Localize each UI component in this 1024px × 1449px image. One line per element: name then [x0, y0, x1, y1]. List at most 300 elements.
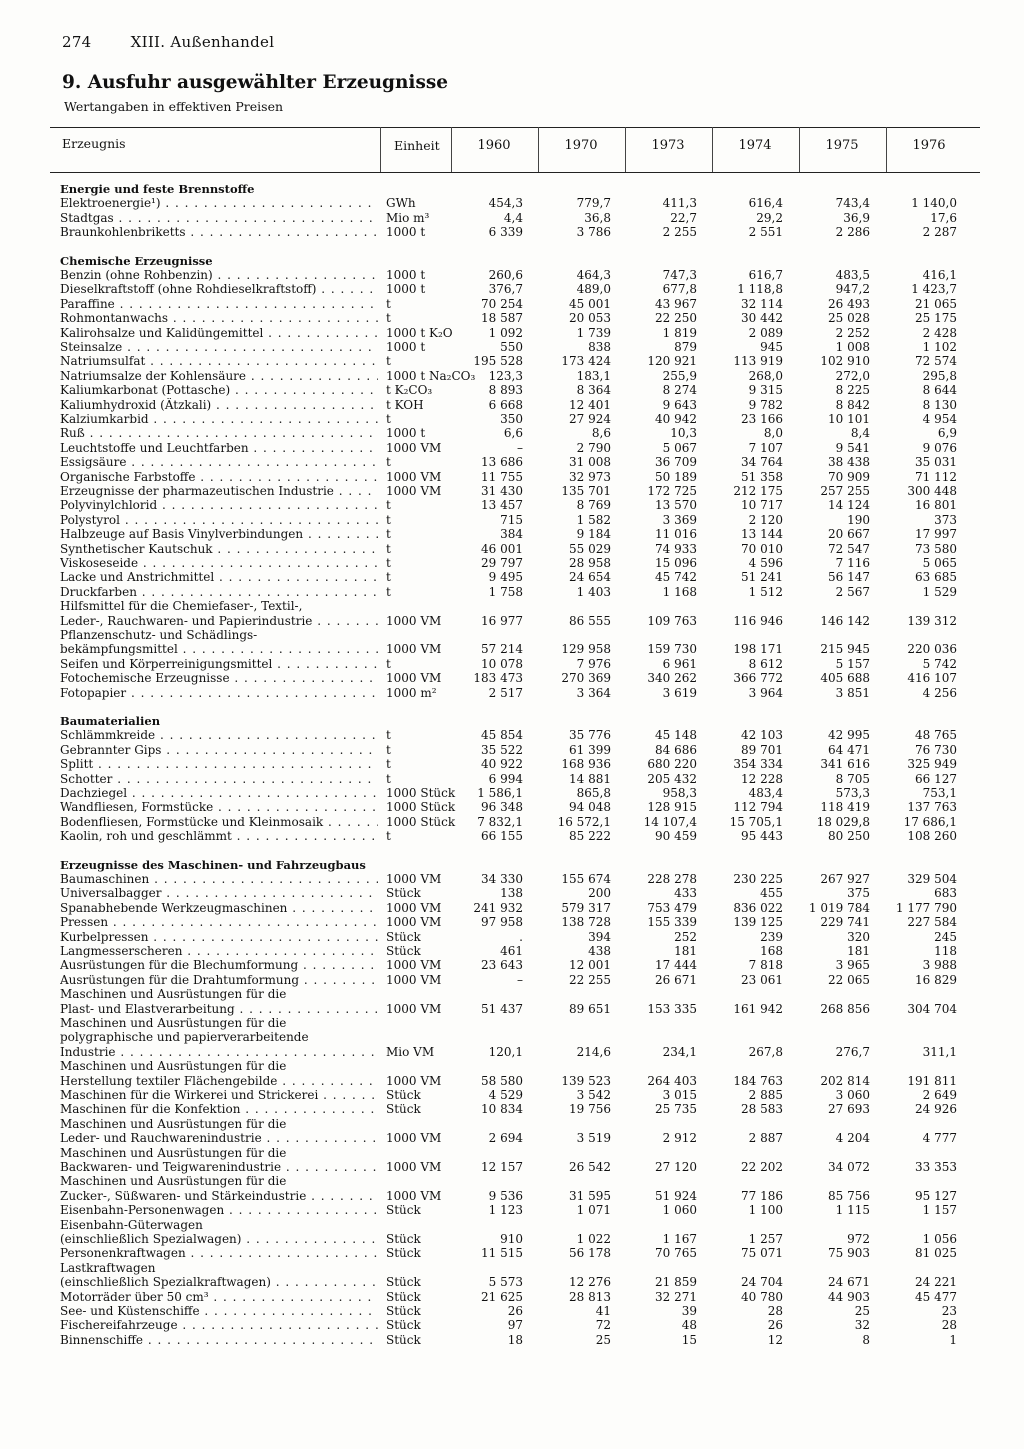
value-cell-1970: 56 178: [569, 1246, 611, 1261]
value-cell-1973: 677,8: [662, 282, 697, 297]
value-cell-1976: 81 025: [915, 1246, 957, 1261]
value-cell-1976: 24 221: [915, 1275, 957, 1290]
product-name: Leuchtstoffe und Leuchtfarben . . .: [60, 441, 378, 455]
value-cell-1974: 139 125: [733, 915, 783, 930]
value-cell-1960: 10 078: [481, 656, 523, 671]
unit-cell: 1000 t: [386, 225, 426, 240]
table-row: [0, 686, 1024, 700]
value-cell-1960: 9 495: [488, 570, 523, 585]
table-row: [0, 1333, 1024, 1347]
value-cell-1974: 2 885: [748, 1088, 783, 1102]
value-cell-1960: 26: [507, 1304, 523, 1318]
table-row: [0, 987, 1024, 1001]
value-cell-1974: 1 118,8: [737, 282, 783, 297]
unit-cell: t: [386, 455, 391, 470]
column-divider: [538, 127, 539, 173]
unit-cell: 1000 VM: [386, 642, 442, 657]
table-row: [0, 642, 1024, 656]
table-row: [0, 829, 1024, 843]
value-cell-1973: 8 274: [662, 383, 697, 398]
unit-cell: 1000 t Na₂CO₃: [386, 368, 476, 383]
value-cell-1975: 1 008: [835, 340, 870, 354]
product-name: Maschinen für die Konfektion . . .: [60, 1102, 378, 1116]
value-cell-1976: 4 777: [922, 1131, 957, 1146]
table-row: [0, 944, 1024, 958]
value-cell-1975: 24 671: [828, 1275, 870, 1290]
value-cell-1976: 17,6: [930, 210, 957, 225]
unit-cell: 1000 VM: [386, 958, 442, 973]
value-cell-1960: 18 587: [481, 311, 523, 326]
product-name: Maschinen und Ausrüstungen für die: [60, 1059, 287, 1074]
value-cell-1976: 245: [934, 929, 957, 944]
value-cell-1974: 30 442: [741, 311, 783, 326]
value-cell-1975: 38 438: [828, 455, 870, 470]
value-cell-1960: 11 755: [481, 469, 523, 484]
value-cell-1975: 4 204: [835, 1131, 870, 1146]
value-cell-1975: 3 060: [835, 1088, 870, 1102]
product-name: Leder-, Rauchwaren- und Papierindustrie . . .: [60, 614, 378, 628]
product-name: Steinsalze . . .: [60, 340, 378, 354]
value-cell-1960: 2 694: [488, 1131, 523, 1146]
value-cell-1960: 51 437: [481, 1001, 523, 1016]
value-cell-1974: 10 717: [741, 498, 783, 513]
value-cell-1976: 1 056: [922, 1232, 957, 1246]
running-header: [62, 33, 274, 51]
section-title: Chemische Erzeugnisse: [60, 253, 213, 268]
value-cell-1976: 28: [941, 1318, 957, 1333]
value-cell-1975: 64 471: [828, 742, 870, 757]
table-row: [0, 800, 1024, 814]
product-name: Rohmontanwachs . . .: [60, 311, 378, 325]
value-cell-1960: 6 994: [488, 771, 523, 786]
value-cell-1973: 159 730: [647, 642, 697, 657]
product-name: Ruß . . .: [60, 426, 378, 440]
unit-cell: 1000 Stück: [386, 814, 456, 829]
product-name: Viskoseseide . . .: [60, 556, 378, 570]
unit-cell: 1000 t: [386, 426, 426, 441]
value-cell-1973: 1 819: [662, 325, 697, 340]
product-name: Fischereifahrzeuge . . .: [60, 1318, 378, 1332]
product-name: (einschließlich Spezialwagen) . . .: [60, 1232, 378, 1246]
value-cell-1976: 2 287: [922, 225, 957, 240]
table-row: [0, 398, 1024, 412]
table-row: [0, 1016, 1024, 1030]
value-cell-1970: 61 399: [569, 742, 611, 757]
unit-cell: Stück: [386, 1102, 421, 1117]
product-name: Ausrüstungen für die Blechumformung . . .: [60, 958, 378, 972]
unit-cell: t: [386, 656, 391, 671]
unit-cell: Mio VM: [386, 1044, 435, 1059]
value-cell-1960: 2 517: [488, 685, 523, 700]
value-cell-1960: 376,7: [488, 282, 523, 297]
table-row: [0, 1218, 1024, 1232]
table-row: [0, 426, 1024, 440]
product-name: Schotter . . .: [60, 772, 378, 786]
table-row: [0, 1131, 1024, 1145]
value-cell-1975: 3 965: [835, 958, 870, 973]
value-cell-1975: 215 945: [820, 642, 870, 657]
value-cell-1974: 2 089: [748, 325, 783, 340]
value-cell-1975: 25: [854, 1304, 870, 1318]
product-name: Ausrüstungen für die Drahtumformung . . .: [60, 973, 378, 987]
table-row: [0, 786, 1024, 800]
table-row: [0, 282, 1024, 296]
value-cell-1970: 129 958: [561, 642, 611, 657]
value-cell-1976: 1 157: [922, 1203, 957, 1218]
table-row: [0, 268, 1024, 282]
column-divider: [625, 127, 626, 173]
value-cell-1974: 8 612: [748, 656, 783, 671]
product-name: Lastkraftwagen: [60, 1260, 156, 1275]
value-cell-1970: 3 542: [576, 1088, 611, 1102]
value-cell-1970: 155 674: [561, 872, 611, 886]
value-cell-1960: 6 339: [488, 225, 523, 240]
table-row: [0, 1002, 1024, 1016]
table-row: [0, 1174, 1024, 1188]
value-cell-1973: 15: [681, 1332, 697, 1347]
product-name: Plast- und Elastverarbeitung . . .: [60, 1002, 378, 1016]
value-cell-1973: 153 335: [647, 1001, 697, 1016]
product-name: Kalziumkarbid . . .: [60, 412, 378, 426]
value-cell-1973: 433: [674, 886, 697, 901]
value-cell-1973: 22 250: [655, 311, 697, 326]
value-cell-1960: 241 932: [473, 900, 523, 915]
value-cell-1973: 1 167: [662, 1232, 697, 1246]
unit-cell: 1000 VM: [386, 1073, 442, 1088]
value-cell-1974: 24 704: [741, 1275, 783, 1290]
value-cell-1970: 168 936: [561, 757, 611, 772]
value-cell-1960: 1 123: [488, 1203, 523, 1218]
value-cell-1976: 8 644: [922, 383, 957, 398]
value-cell-1973: 340 262: [647, 671, 697, 686]
value-cell-1973: 1 168: [662, 584, 697, 599]
product-name: Braunkohlenbriketts . . .: [60, 225, 378, 239]
table-row: [0, 1045, 1024, 1059]
table-row: [0, 1232, 1024, 1246]
value-cell-1974: 267,8: [748, 1044, 783, 1059]
value-cell-1976: 5 742: [922, 656, 957, 671]
table-row: [0, 599, 1024, 613]
value-cell-1976: 325 949: [907, 757, 957, 772]
table-row: [0, 369, 1024, 383]
value-cell-1960: 46 001: [481, 541, 523, 556]
value-cell-1974: 112 794: [733, 800, 783, 815]
value-cell-1976: 137 763: [907, 800, 957, 815]
value-cell-1970: 9 184: [576, 527, 611, 542]
value-cell-1970: 1 403: [576, 584, 611, 599]
value-cell-1973: 6 961: [662, 656, 697, 671]
value-cell-1974: 2 120: [748, 512, 783, 527]
product-name: Bodenfliesen, Formstücke und Kleinmosaik . . .: [60, 815, 378, 829]
value-cell-1960: 66 155: [481, 829, 523, 844]
value-cell-1976: 1 177 790: [895, 900, 957, 915]
value-cell-1974: 184 763: [733, 1073, 783, 1088]
column-header-rule: [50, 172, 980, 173]
value-cell-1973: 753 479: [647, 900, 697, 915]
value-cell-1976: 3 988: [922, 958, 957, 973]
value-cell-1973: 26 671: [655, 972, 697, 987]
value-cell-1973: 90 459: [655, 829, 697, 844]
value-cell-1970: 394: [588, 929, 611, 944]
value-cell-1975: 483,5: [835, 268, 870, 282]
value-cell-1960: 16 977: [481, 613, 523, 628]
value-cell-1974: 4 596: [748, 556, 783, 570]
table-row: [0, 930, 1024, 944]
value-cell-1974: 616,4: [748, 196, 783, 211]
value-cell-1975: 320: [847, 929, 870, 944]
value-cell-1970: 138 728: [561, 915, 611, 930]
table-row: [0, 1059, 1024, 1073]
value-cell-1970: 28 813: [569, 1289, 611, 1304]
value-cell-1974: 9 315: [748, 383, 783, 398]
product-name: Halbzeuge auf Basis Vinylverbindungen . . .: [60, 527, 378, 541]
value-cell-1975: 70 909: [828, 469, 870, 484]
value-cell-1973: 3 015: [662, 1088, 697, 1102]
table-row: [0, 326, 1024, 340]
value-cell-1975: 229 741: [820, 915, 870, 930]
table-row: [0, 1246, 1024, 1260]
table-row: [0, 772, 1024, 786]
value-cell-1973: 51 924: [655, 1188, 697, 1203]
value-cell-1973: 747,3: [662, 268, 697, 282]
value-cell-1970: 865,8: [576, 786, 611, 800]
value-cell-1976: 373: [934, 512, 957, 527]
value-cell-1970: 579 317: [561, 900, 611, 915]
value-cell-1960: 29 797: [481, 556, 523, 570]
product-name: Leder- und Rauchwarenindustrie . . .: [60, 1131, 378, 1145]
value-cell-1974: 13 144: [741, 527, 783, 542]
value-cell-1973: 14 107,4: [643, 814, 697, 829]
value-cell-1960: 11 515: [481, 1246, 523, 1261]
value-cell-1976: 311,1: [922, 1044, 957, 1059]
table-row: [0, 570, 1024, 584]
section-heading: [0, 254, 1024, 268]
value-cell-1974: 1 512: [748, 584, 783, 599]
unit-cell: t: [386, 512, 391, 527]
value-cell-1976: 16 801: [915, 498, 957, 513]
value-cell-1976: 8 130: [922, 397, 957, 412]
value-cell-1970: 135 701: [561, 484, 611, 498]
value-cell-1976: 76 730: [915, 742, 957, 757]
product-name: Splitt . . .: [60, 757, 378, 771]
value-cell-1976: 2 649: [922, 1088, 957, 1102]
product-name: Backwaren- und Teigwarenindustrie . . .: [60, 1160, 378, 1174]
value-cell-1970: 2 790: [576, 440, 611, 455]
value-cell-1960: 34 330: [481, 872, 523, 886]
table-row: [0, 196, 1024, 210]
value-cell-1970: 139 523: [561, 1073, 611, 1088]
value-cell-1970: 1 022: [576, 1232, 611, 1246]
value-cell-1976: 304 704: [907, 1001, 957, 1016]
value-cell-1973: 181: [674, 944, 697, 958]
table-row: [0, 297, 1024, 311]
value-cell-1973: 13 570: [655, 498, 697, 513]
value-cell-1960: 4,4: [503, 210, 523, 225]
table-row: [0, 484, 1024, 498]
value-cell-1960: 57 214: [481, 642, 523, 657]
value-cell-1960: 461: [500, 944, 523, 958]
value-cell-1970: 24 654: [569, 570, 611, 585]
product-name: Herstellung textiler Flächengebilde . . .: [60, 1074, 378, 1088]
table-row: [0, 1304, 1024, 1318]
column-divider: [886, 127, 887, 173]
column-header: [0, 134, 1024, 168]
value-cell-1974: 77 186: [741, 1188, 783, 1203]
value-cell-1975: 202 814: [820, 1073, 870, 1088]
table-row: [0, 657, 1024, 671]
product-name: Erzeugnisse der pharmazeutischen Industrie . . .: [60, 484, 378, 498]
product-name: Stadtgas . . .: [60, 211, 378, 225]
value-cell-1973: 70 765: [655, 1246, 697, 1261]
value-cell-1973: 128 915: [647, 800, 697, 815]
column-header-year: 1970: [564, 138, 598, 153]
value-cell-1973: 25 735: [655, 1102, 697, 1117]
value-cell-1976: 300 448: [907, 484, 957, 498]
value-cell-1970: 36,8: [584, 210, 611, 225]
value-cell-1973: 172 725: [647, 484, 697, 498]
value-cell-1970: 3 786: [576, 225, 611, 240]
table-row: [0, 1117, 1024, 1131]
table-row: [0, 498, 1024, 512]
value-cell-1974: 8,0: [763, 426, 783, 441]
value-cell-1976: 191 811: [907, 1073, 957, 1088]
value-cell-1975: 146 142: [820, 613, 870, 628]
value-cell-1974: 28 583: [741, 1102, 783, 1117]
value-cell-1973: 2 255: [662, 225, 697, 240]
value-cell-1960: 550: [500, 340, 523, 354]
table-row: [0, 455, 1024, 469]
table-row: [0, 1074, 1024, 1088]
value-cell-1974: 95 443: [741, 829, 783, 844]
product-name: Synthetischer Kautschuk . . .: [60, 542, 378, 556]
value-cell-1974: 75 071: [741, 1246, 783, 1261]
unit-cell: 1000 VM: [386, 613, 442, 628]
value-cell-1975: 34 072: [828, 1160, 870, 1174]
product-name: Paraffine . . .: [60, 297, 378, 311]
product-name: Polyvinylchlorid . . .: [60, 498, 378, 512]
value-cell-1975: 8,4: [850, 426, 870, 441]
value-cell-1974: 212 175: [733, 484, 783, 498]
product-name: Maschinen und Ausrüstungen für die: [60, 1016, 287, 1030]
value-cell-1975: 72 547: [828, 541, 870, 556]
value-cell-1976: 6,9: [937, 426, 957, 441]
value-cell-1974: 9 782: [748, 397, 783, 412]
product-name: Universalbagger . . .: [60, 886, 378, 900]
product-name: Fotochemische Erzeugnisse . . .: [60, 671, 378, 685]
value-cell-1973: 32 271: [655, 1289, 697, 1304]
value-cell-1976: 1 529: [922, 584, 957, 599]
value-cell-1973: 27 120: [655, 1160, 697, 1174]
table-row: [0, 1290, 1024, 1304]
value-cell-1970: 173 424: [561, 354, 611, 369]
value-cell-1974: 42 103: [741, 728, 783, 743]
table-row: [0, 225, 1024, 239]
value-cell-1973: 228 278: [647, 872, 697, 886]
page-number: 274: [62, 33, 92, 51]
unit-cell: t: [386, 311, 391, 326]
value-cell-1974: 168: [760, 944, 783, 958]
table-subtitle: Wertangaben in effektiven Preisen: [64, 99, 284, 114]
value-cell-1974: 32 114: [741, 296, 783, 311]
product-name: Gebrannter Gips . . .: [60, 743, 378, 757]
unit-cell: t: [386, 354, 391, 369]
table-row: [0, 1102, 1024, 1116]
value-cell-1974: 51 241: [741, 570, 783, 585]
value-cell-1976: 17 686,1: [903, 814, 957, 829]
unit-cell: 1000 t: [386, 340, 426, 354]
unit-cell: 1000 VM: [386, 972, 442, 987]
value-cell-1974: 1 100: [748, 1203, 783, 1218]
product-name: Benzin (ohne Rohbenzin) . . .: [60, 268, 378, 282]
value-cell-1976: 9 076: [922, 440, 957, 455]
product-name: Organische Farbstoffe . . .: [60, 470, 378, 484]
table-row: [0, 886, 1024, 900]
value-cell-1974: 230 225: [733, 872, 783, 886]
value-cell-1973: 21 859: [655, 1275, 697, 1290]
value-cell-1973: 22,7: [670, 210, 697, 225]
value-cell-1976: 416,1: [922, 268, 957, 282]
value-cell-1974: 455: [760, 886, 783, 901]
value-cell-1975: 276,7: [835, 1044, 870, 1059]
value-cell-1974: 3 964: [748, 685, 783, 700]
value-cell-1975: 80 250: [828, 829, 870, 844]
unit-cell: 1000 Stück: [386, 800, 456, 815]
product-name: Kalirohsalze und Kalidüngemittel . . .: [60, 326, 378, 340]
value-cell-1975: 268 856: [820, 1001, 870, 1016]
value-cell-1970: 489,0: [576, 282, 611, 297]
value-cell-1960: 18: [507, 1332, 523, 1347]
unit-cell: Stück: [386, 1088, 421, 1102]
value-cell-1974: 2 551: [748, 225, 783, 240]
table-row: [0, 1203, 1024, 1217]
value-cell-1976: 416 107: [907, 671, 957, 686]
value-cell-1973: 252: [674, 929, 697, 944]
product-name: Natriumsulfat . . .: [60, 354, 378, 368]
value-cell-1973: 234,1: [662, 1044, 697, 1059]
value-cell-1974: 836 022: [733, 900, 783, 915]
product-name: Wandfliesen, Formstücke . . .: [60, 800, 378, 814]
value-cell-1970: 20 053: [569, 311, 611, 326]
value-cell-1974: 22 202: [741, 1160, 783, 1174]
value-cell-1970: 22 255: [569, 972, 611, 987]
table-row: [0, 728, 1024, 742]
section-title: Energie und feste Brennstoffe: [60, 182, 255, 196]
value-cell-1960: 1 758: [488, 584, 523, 599]
product-name: Binnenschiffe . . .: [60, 1333, 378, 1347]
value-cell-1976: 35 031: [915, 455, 957, 470]
product-name: polygraphische und papierverarbeitende: [60, 1030, 309, 1045]
table-row: [0, 585, 1024, 599]
value-cell-1974: 198 171: [733, 642, 783, 657]
column-header-year: 1974: [738, 138, 772, 153]
value-cell-1970: 31 008: [569, 455, 611, 470]
value-cell-1960: 9 536: [488, 1188, 523, 1203]
product-name: Zucker-, Süßwaren- und Stärkeindustrie . . .: [60, 1189, 378, 1203]
unit-cell: t: [386, 771, 391, 786]
value-cell-1970: 183,1: [576, 368, 611, 383]
value-cell-1975: 2 567: [835, 584, 870, 599]
unit-cell: t: [386, 757, 391, 772]
value-cell-1973: 48: [681, 1318, 697, 1333]
value-cell-1974: 12: [767, 1332, 783, 1347]
unit-cell: 1000 VM: [386, 440, 442, 455]
product-name: (einschließlich Spezialkraftwagen) . . .: [60, 1275, 378, 1289]
table-row: [0, 915, 1024, 929]
value-cell-1974: 40 780: [741, 1289, 783, 1304]
value-cell-1974: 89 701: [741, 742, 783, 757]
value-cell-1976: 227 584: [907, 915, 957, 930]
value-cell-1976: 33 353: [915, 1160, 957, 1174]
